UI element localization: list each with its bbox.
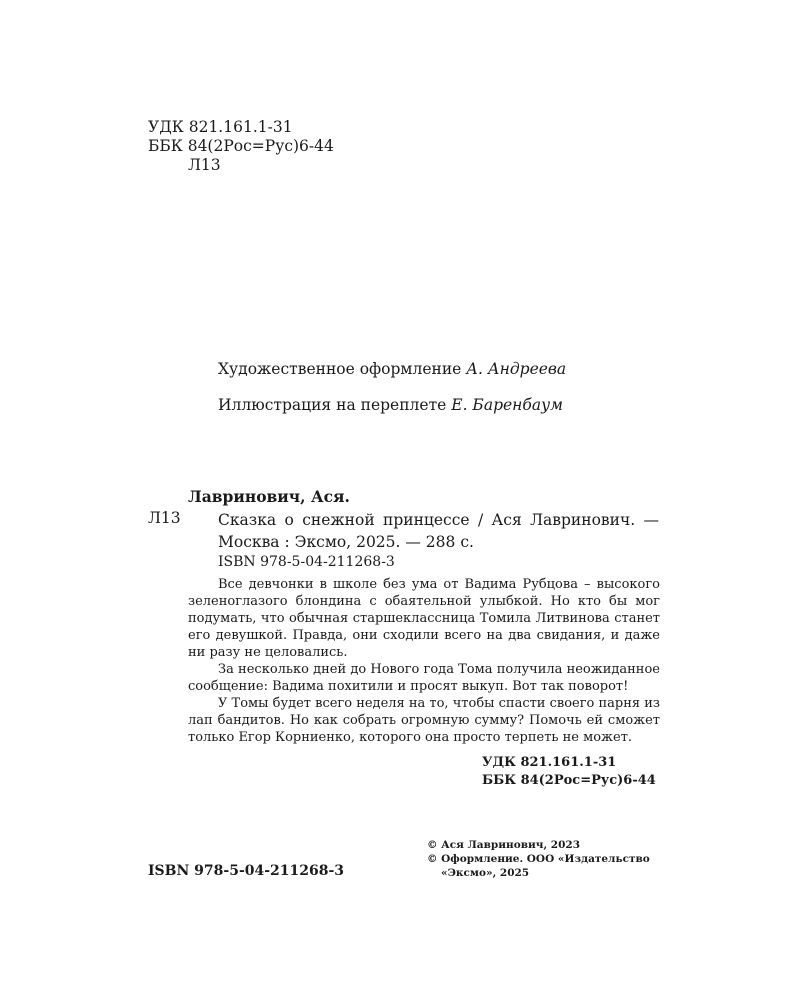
udk-code: УДК 821.161.1-31 (148, 118, 293, 136)
abstract-paragraph: За несколько дней до Нового года Тома получила неожиданное сообщение: Вадима похитили и просят выкуп. Вот так поворот! (188, 662, 660, 694)
illustration-credit-name: Е. Баренбаум (451, 396, 563, 414)
author-mark: Л13 (188, 156, 221, 174)
design-credit (218, 360, 566, 378)
copyright-publisher: «Эксмо», 2025 (441, 867, 530, 879)
classification-codes-top (148, 118, 334, 175)
abstract-paragraph: У Томы будет всего неделя на то, чтобы спасти своего парня из лап бандитов. Но как собрать огромную сумму? Помочь ей сможет только Егор Корниенко, которого она просто терпеть не может. (188, 696, 660, 745)
book-abstract (188, 576, 660, 746)
illustration-credit (218, 396, 563, 414)
abstract-paragraph: Все девчонки в школе без ума от Вадима Рубцова – высокого зеленоглазого блондина с обаятельной улыбкой. Но кто бы мог подумать, что обычная старшеклассница Томила Литвинова станет его девушкой. Правда, они сходили всего на два свидания, и даже ни разу не целовались. (188, 577, 660, 660)
bib-author: Лавринович, Ася. (188, 487, 350, 506)
design-credit-name: А. Андреева (466, 360, 567, 378)
udk-code: УДК 821.161.1-31 (482, 755, 617, 770)
design-credit-label: Художественное оформление (218, 360, 462, 378)
copyright-author: © Ася Лавринович, 2023 (427, 839, 581, 851)
classification-codes-bottom (482, 754, 656, 790)
bib-description: Сказка о снежной принцессе / Ася Лавринович. — Москва : Эксмо, 2025. — 288 с. (218, 511, 659, 551)
bbk-code: ББК 84(2Рос=Рус)6-44 (482, 773, 656, 788)
bib-isbn: ISBN 978-5-04-211268-3 (218, 554, 395, 570)
isbn-bottom: ISBN 978-5-04-211268-3 (148, 863, 345, 879)
bib-author-mark: Л13 (148, 509, 181, 527)
copyright-design: © Оформление. ООО «Издательство (427, 853, 650, 865)
illustration-credit-label: Иллюстрация на переплете (218, 396, 447, 414)
bbk-code: ББК 84(2Рос=Рус)6-44 (148, 137, 334, 155)
copyright-block (427, 838, 650, 880)
